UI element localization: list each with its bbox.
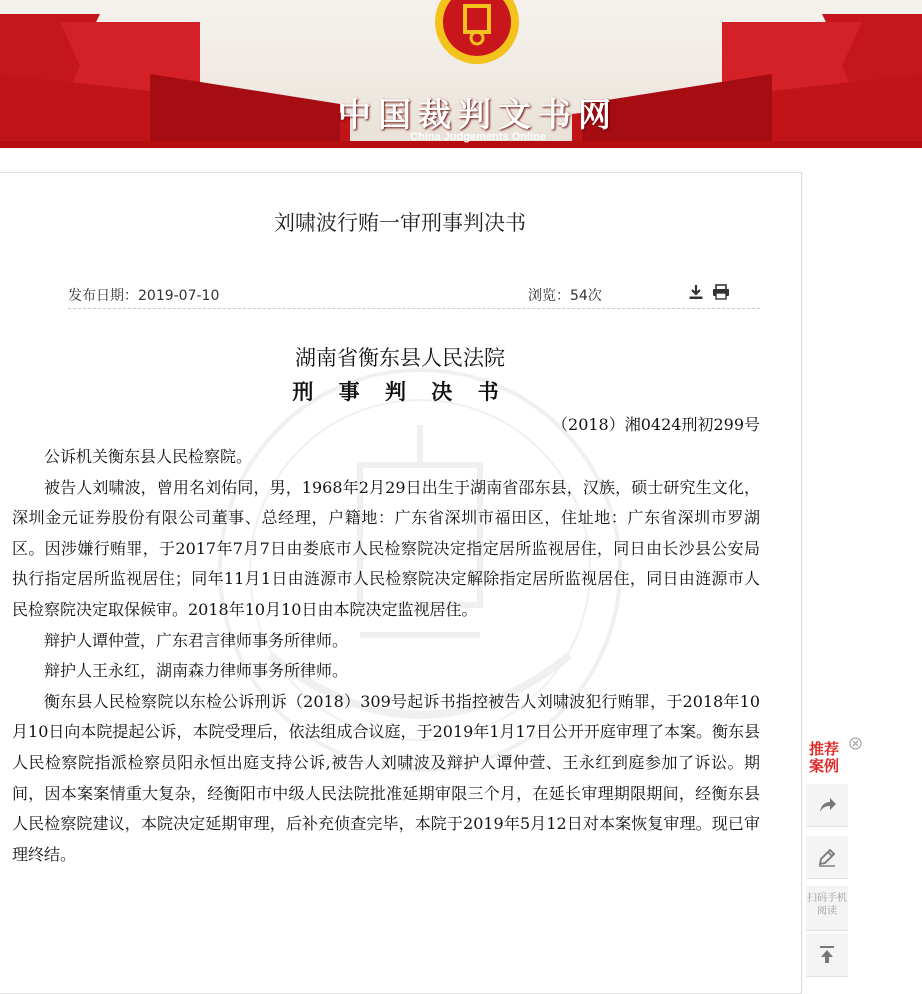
paragraph: 辩护人王永红，湖南森力律师事务所律师。 bbox=[44, 661, 349, 681]
close-icon[interactable] bbox=[849, 737, 862, 750]
share-button[interactable] bbox=[806, 784, 848, 827]
court-name: 湖南省衡东县人民法院 bbox=[295, 346, 505, 370]
publish-date: 发布日期：2019-07-10 bbox=[68, 288, 220, 304]
recommended-cases-link[interactable]: 推荐案例 bbox=[809, 740, 840, 775]
paragraph: 公诉机关衡东县人民检察院。 bbox=[44, 447, 253, 466]
print-icon[interactable] bbox=[712, 284, 730, 300]
judgment-body bbox=[12, 442, 760, 870]
view-count: 浏览：54次 bbox=[528, 288, 602, 304]
paragraph: 衡东县人民检察院以东检公诉刑诉（2018）309号起诉书指控被告人刘啸波犯行贿罪，于2018年10月10日向本院提起公诉，本院受理后，依法组成合议庭，于2019年1月17日公开开庭审理了本案。衡东县人民检察院指派检察员阳永恒出庭支持公诉,被告人刘啸波及辩护人谭仲萱、王永红到庭参加了诉讼。期间，因本案案情重大复杂，经衡阳市中级人民法院批准延期审限三个月，在延长审理期限期间，经衡东县人民检察院建议，本院决定延期审理，后补充侦查完毕，本院于2019年5月12日对本案恢复审理。现已审理终结。 bbox=[12, 691, 760, 864]
paragraph: 辩护人谭仲萱，广东君言律师事务所律师。 bbox=[44, 630, 349, 650]
case-number: （2018）湘0424刑初299号 bbox=[552, 415, 760, 434]
back-to-top-button[interactable] bbox=[806, 934, 848, 977]
share-icon bbox=[817, 795, 837, 815]
left-ribbon-decoration bbox=[0, 14, 350, 144]
site-name: 中国裁判文书网 bbox=[338, 95, 618, 134]
document-title: 刘啸波行贿一审刑事判决书 bbox=[274, 211, 526, 235]
back-to-top-icon bbox=[817, 945, 837, 965]
paragraph: 被告人刘啸波，曾用名刘佑同，男，1968年2月29日出生于湖南省邵东县，汉族，硕士研究生文化，深圳金元证券股份有限公司董事、总经理，户籍地：广东省深圳市福田区，住址地：广东省深圳市罗湖区。因涉嫌行贿罪，于2017年7月7日由娄底市人民检察院决定指定居所监视居住，同日由长沙县公安局执行指定居所监视居住；同年11月1日由涟源市人民检察院决定解除指定居所监视居住，同日由涟源市人民检察院决定取保候审。2018年10月10日由本院决定监视居住。 bbox=[12, 477, 760, 619]
scan-qr-read-label: 扫码手机阅读 bbox=[807, 893, 847, 917]
site-header bbox=[0, 0, 922, 148]
document-actions bbox=[688, 282, 734, 302]
court-emblem-icon bbox=[433, 0, 521, 68]
edit-icon bbox=[817, 847, 837, 867]
site-name-english: China Judgements Online bbox=[410, 131, 546, 143]
document-type: 刑 事 判 决 书 bbox=[292, 380, 508, 404]
download-icon[interactable] bbox=[688, 284, 704, 300]
scan-qr-read-button[interactable] bbox=[806, 886, 848, 931]
edit-button[interactable] bbox=[806, 836, 848, 879]
meta-divider bbox=[68, 308, 760, 309]
